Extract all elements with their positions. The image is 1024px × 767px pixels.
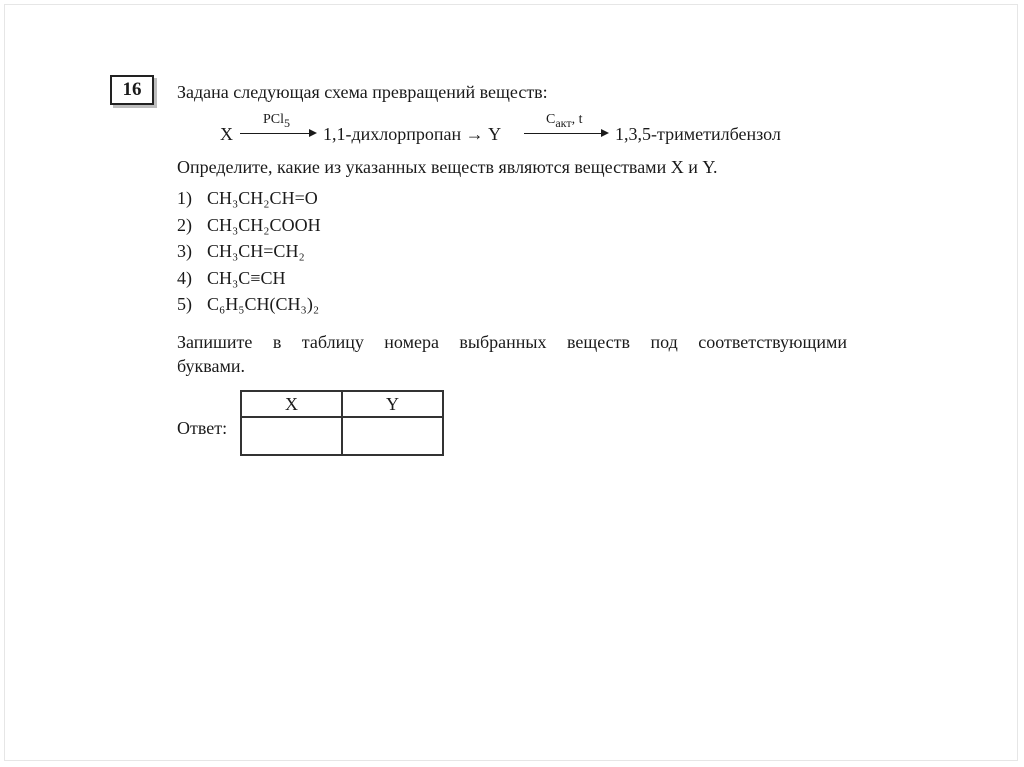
scheme-middle: 1,1-дихлорпропан → Y xyxy=(323,124,502,144)
options-list xyxy=(177,188,321,321)
option-item: 2) CH₃CH₂COOH xyxy=(177,214,321,235)
scheme-start: X xyxy=(220,124,233,144)
reagent-1: PCl$_5$ xyxy=(263,112,291,130)
answer-cell-x[interactable] xyxy=(241,417,342,455)
answer-cell-y[interactable] xyxy=(342,417,443,455)
option-item: 3) CH₃CH=CH₂ xyxy=(177,241,305,261)
task-question: Определите, какие из указанных веществ являются веществами X и Y. xyxy=(177,157,718,177)
reagent-2: $C_{акт}$, t xyxy=(546,112,583,130)
answer-label: Ответ: xyxy=(177,418,228,438)
reaction-arrow-1 xyxy=(240,112,316,142)
reaction-arrow-2 xyxy=(524,112,608,142)
task-number-badge: 16 xyxy=(110,75,154,105)
task-intro: Задана следующая схема превращений веществ: xyxy=(177,82,548,102)
option-item: 5) C₆H₅CH(CH₃)₂ xyxy=(177,294,320,314)
option-item: 1) CH₃CH₂CH=O xyxy=(177,188,318,208)
answer-header-y: Y xyxy=(342,391,443,417)
slide-frame xyxy=(4,4,1018,761)
arrow-head-icon xyxy=(309,129,317,137)
answer-header-x: X xyxy=(241,391,342,417)
answer-instructions: Запишите в таблицу номера выбранных веществ под соответствующими буквами. xyxy=(177,332,847,376)
scheme-end: 1,3,5-триметилбензол xyxy=(615,124,781,144)
arrow-head-icon xyxy=(601,129,609,137)
option-item: 4) CH₃C≡CH xyxy=(177,267,286,288)
answer-table xyxy=(240,390,444,456)
